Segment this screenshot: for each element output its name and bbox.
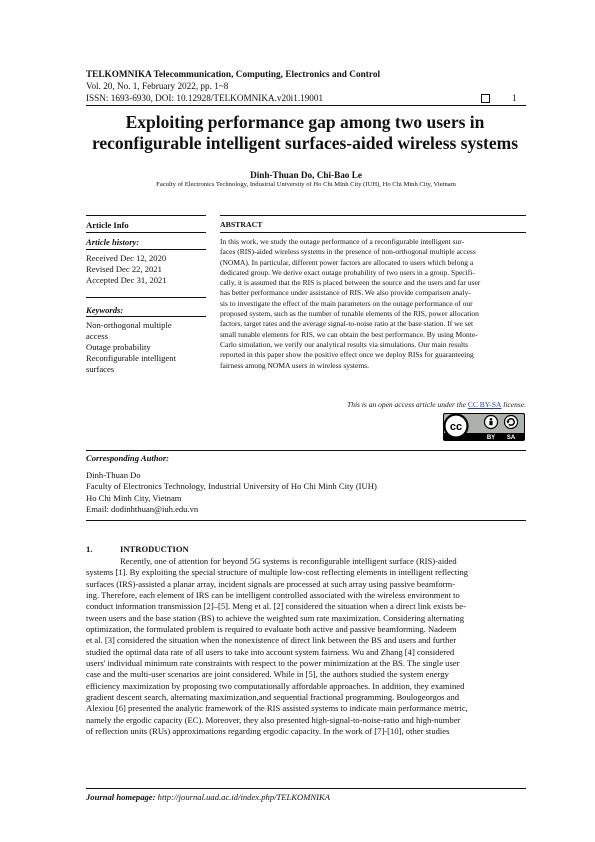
introduction-body [86,556,526,738]
homepage-url[interactable]: http://journal.uad.ac.id/index.php/TELKOMNIKA [157,792,330,802]
keywords-top-rule [86,297,206,298]
journal-volume: Vol. 20, No. 1, February 2022, pp. 1~8 [86,81,229,91]
intro-line: Alexiou [6] presented the analytic framework of the RIS assisted systems to indicate main performance metric, [86,703,468,714]
abstract-line: Carlo simulation, we verify our analytical results via simulations. Our main results [220,339,469,349]
by-label: BY [486,435,496,441]
intro-line: studied the optimal data rate of all users to take into account system fairness. Wu and Zhang [4] considered [86,646,455,657]
intro-line: users' individual minimum rate constraints with respect to the power minimization at the BS. The single user [86,658,460,669]
paper-title-line-2: reconfigurable intelligent surfaces-aided wireless systems [91,133,519,153]
open-access-suffix: license. [503,400,526,409]
abstract-line: reported in this paper show the positive effect once we deploy RISs for guaranteeing [220,350,474,360]
open-access-prefix: This is an open access article under the [347,400,466,409]
corresponding-bottom-rule [86,520,526,521]
page-number: 1 [512,93,517,103]
intro-line: optimization, the formulated problem is required to evaluate both active and passive beamforming. Nadeem [86,624,457,635]
article-info-mid-rule [86,232,206,233]
keyword-item: Reconfigurable intelligent [86,353,176,363]
abstract-line: cally, it is assumed that the RIS is placed between the source and the users and far user [220,278,481,288]
abstract-line: faces (RIS)-aided wireless systems in the presence of non-orthogonal multiple access [220,247,476,257]
abstract-line: proposed system, such as the number of tunable elements of the RIS, power allocation [220,309,479,319]
intro-line: surfaces (IRS)-assisted a planar array, incident signals are processed at such array using passive beamform- [86,578,456,589]
paper-title [70,112,540,154]
history-rule [86,249,206,250]
journal-homepage [86,792,330,802]
intro-line: ing. Therefore, each element of IRS can be intelligent controlled associated with the wireless environment to [86,590,460,601]
intro-line: Recently, one of attention for beyond 5G systems is reconfigurable intelligent surface (RIS)-aided [120,556,457,566]
header-divider [86,105,526,106]
article-info-heading: Article Info [86,220,129,230]
keywords-list [86,320,176,375]
article-history [86,253,167,286]
section-title: INTRODUCTION [120,544,189,554]
abstract-line: sis to investigate the effect of the main parameters on the outage performance of our [220,298,473,308]
section-number: 1. [86,544,93,554]
corresponding-heading: Corresponding Author: [86,453,170,463]
footer-divider [86,788,526,789]
share-alike-icon [505,416,518,429]
revised-date: Revised Dec 22, 2021 [86,264,162,274]
abstract-line: In this work, we study the outage performance of a reconfigurable intelligent sur- [220,237,465,246]
journal-issn-doi: ISSN: 1693-6930, DOI: 10.12928/TELKOMNIKA.v20i1.19001 [86,93,324,103]
abstract-heading: ABSTRACT [220,220,263,229]
abstract-line: dedicated group. We derive exact outage probability of two users in a group. Specifi- [220,267,475,277]
authors: Dinh-Thuan Do, Chi-Bao Le [250,170,362,180]
journal-name: TELKOMNIKA Telecommunication, Computing, Electronics and Control [86,69,381,79]
article-info-top-rule [86,215,206,216]
cc-by-sa-badge-icon[interactable] [443,413,525,441]
abstract-line: has better performance under assistance of RIS. We also provide comparison analy- [220,288,471,298]
intro-line: namely the ergodic capacity (EC). Moreover, they also presented high-signal-to-noise-ratio and high-number [86,714,461,725]
open-access-notice [220,400,526,409]
keyword-item: Non-orthogonal multiple [86,320,172,330]
accepted-date: Accepted Dec 31, 2021 [86,275,167,285]
intro-line: tween users and the base station (BS) to achieve the weighted sum rate maximization. Considering alternating [86,612,465,623]
square-symbol-icon [481,94,490,103]
abstract-mid-rule [220,232,526,233]
introduction-heading [86,544,189,554]
intro-line: case and the multi-user scenarios are joint considered. While in [5], the authors studied the system energy [86,669,449,680]
abstract-body [220,237,526,371]
received-date: Received Dec 12, 2020 [86,253,167,263]
cc-mark: cc [449,421,463,434]
corresponding-name: Dinh-Thuan Do [86,470,141,480]
corresponding-details [86,470,377,515]
keyword-item: surfaces [86,364,115,374]
abstract-top-rule [220,215,526,216]
abstract-line: factors, target rates and the average signal-to-noise ratio at the base station. If we set [220,319,474,329]
keyword-item: Outage probability [86,342,151,352]
abstract-line: small tunable elements for RIS, we can obtain the best performance. By using Monte- [220,329,478,339]
corresponding-email: Email: dodinhthuan@iuh.edu.vn [86,503,199,514]
homepage-label: Journal homepage: [86,792,156,802]
intro-line: gradient descent search, alternating maximization,and sequential fractional programming. Boulogeorgos and [86,692,460,703]
intro-line: et al. [3] considered the situation when the nonexistence of direct link between the BS and users and further [86,635,457,646]
license-link[interactable]: CC BY-SA [467,400,502,409]
intro-line: systems [1]. By exploiting the special structure of multiple low-cost reflecting elements in intelligent reflecting [86,567,469,578]
corresponding-top-rule [86,450,526,451]
keywords-heading: Keywords: [86,305,124,315]
article-history-heading: Article history: [86,237,140,247]
keywords-rule [86,316,206,317]
corresponding-faculty: Faculty of Electronics Technology, Industrial University of Ho Chi Minh City (IUH) [86,481,377,492]
keyword-item: access [86,331,108,341]
intro-line: of reflection units (RUs) approximations regarding ergodic capacity. In the work of [7]-[10], other studies [86,726,450,737]
intro-line: conduct information transmission [2]–[5]. Meng et al. [2] considered the situation when a direct link exists be- [86,601,466,612]
abstract-line: fairness among NOMA users in wireless systems. [220,360,369,370]
affiliation: Faculty of Electronics Technology, Industrial University of Ho Chi Minh City (IUH), Ho Chi Minh City, Vietnam [156,181,456,188]
abstract-line: (NOMA). In particular, different power factors are allocated to users which belong a [220,257,474,267]
intro-line: efficiency maximization by proposing two computationally affordable approaches. In addition, they examined [86,680,465,691]
paper-title-line-1: Exploiting performance gap among two users in [125,112,485,132]
sa-label: SA [506,435,516,441]
corresponding-city: Ho Chi Minh City, Vietnam [86,492,182,503]
